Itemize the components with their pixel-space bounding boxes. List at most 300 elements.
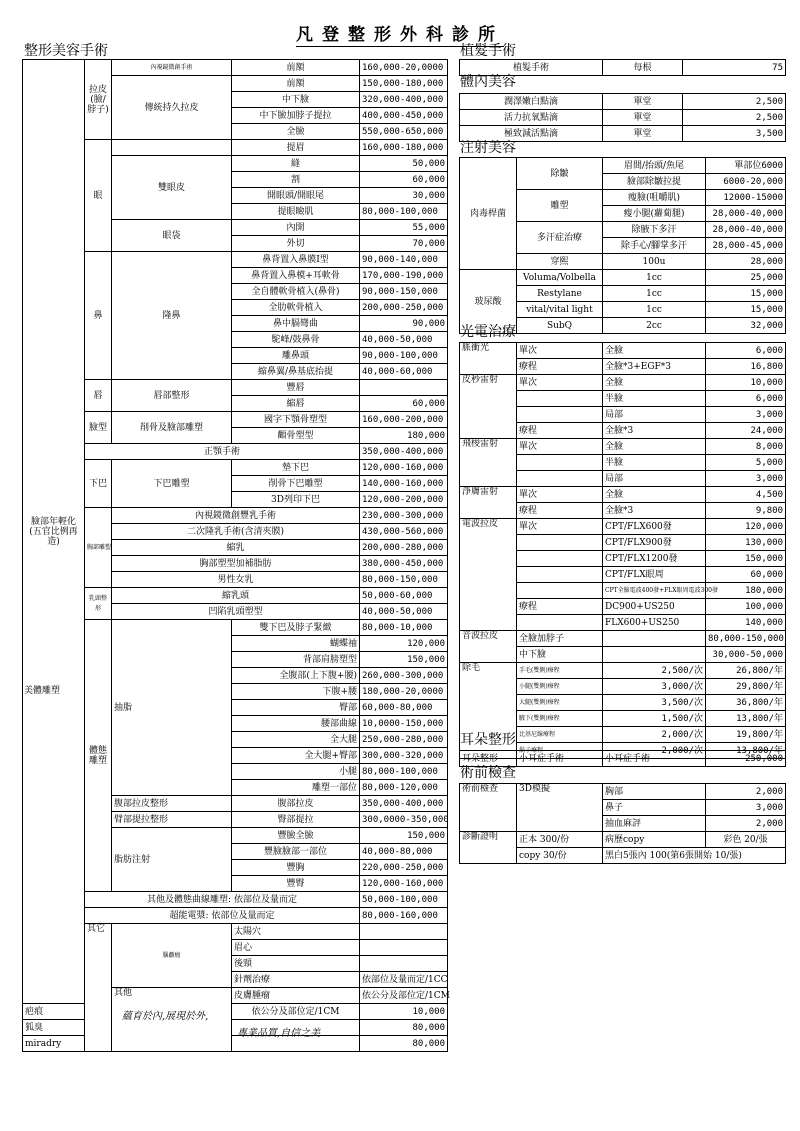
section-title-inbody: 體內美容 <box>460 74 516 90</box>
item-cell: 皮膚腫瘤 <box>232 988 360 1004</box>
price-cell: 80,000 <box>360 1020 448 1036</box>
slogan-line-2: 專業品質,自信之美 <box>237 1028 321 1039</box>
table-row <box>460 110 786 126</box>
table-row <box>460 784 786 800</box>
item-cell: 穿熙 <box>517 254 603 270</box>
price-cell: 60,000-80,000 <box>360 700 448 716</box>
price-cell: 140,000 <box>706 615 786 631</box>
section-title-laser: 光電治療 <box>460 324 516 340</box>
laser-area: CPT全臉電波400發+FLX眼周電波300發 <box>603 583 706 599</box>
laser-area: FLX600+US250 <box>603 615 706 631</box>
item-cell: 植髮手術 <box>460 60 603 76</box>
laser-type <box>517 567 603 583</box>
item-cell: 潤澤嫩白點滴 <box>460 94 603 110</box>
table-row <box>23 412 448 428</box>
laser-area: 全臉*3 <box>603 503 706 519</box>
price-cell: 80,000 <box>360 1036 448 1052</box>
table-row <box>23 460 448 476</box>
price-cell: 80,000-160,000 <box>360 908 448 924</box>
item-cell: 全自體軟骨植入(鼻骨) <box>232 284 360 300</box>
item-cell: 鼻背置入鼻膜I型 <box>232 252 360 268</box>
item-cell: 小耳症手術 <box>517 751 603 767</box>
item-cell: 眉心 <box>232 940 360 956</box>
group-other: 其它 <box>85 924 112 1052</box>
group-nipple: 乳頭整形 <box>85 588 112 620</box>
item-cell: 顴骨塑型 <box>232 428 360 444</box>
price-cell: 24,000 <box>706 423 786 439</box>
price-cell: 單部位6000 <box>706 158 786 174</box>
price-cell: 28,000-40,000 <box>706 206 786 222</box>
table-row <box>23 380 448 396</box>
price-cell: 90,000-140,000 <box>360 252 448 268</box>
table-row <box>23 444 448 460</box>
section-title-plastic-surgery: 整形美容手術 <box>24 43 108 59</box>
price-cell: 130,000 <box>706 535 786 551</box>
price-cell: 6000-20,000 <box>706 174 786 190</box>
laser-area: 半臉 <box>603 391 706 407</box>
item-cell: 胸部 <box>603 784 706 800</box>
laser-type: 單次 <box>517 439 603 455</box>
table-row <box>460 487 786 503</box>
item-cell: 全大腿 <box>232 732 360 748</box>
price-cell: 4,500 <box>706 487 786 503</box>
laser-type <box>517 471 603 487</box>
item-cell: 男性女乳 <box>112 572 360 588</box>
item-cell: vital/vital light <box>517 302 603 318</box>
item-cell: 臀部 <box>232 700 360 716</box>
cert-cell: 正本 300/份 <box>517 832 603 848</box>
price-cell: 10,000 <box>360 1004 448 1020</box>
table-row <box>460 126 786 142</box>
item-cell: 縫 <box>232 156 360 172</box>
price-cell: 250,000-280,000 <box>360 732 448 748</box>
subgroup-traditional-lift: 傳統持久拉皮 <box>112 76 232 140</box>
laser-area: DC900+US250 <box>603 599 706 615</box>
laser-type: 鬍子療程 <box>517 743 603 759</box>
price-cell: 2,500 <box>683 110 786 126</box>
laser-area: 2,500/次 <box>603 663 706 679</box>
group-lip: 唇 <box>85 380 112 412</box>
table-row <box>460 832 786 848</box>
item-cell: 割 <box>232 172 360 188</box>
price-cell: 180,000-20,0000 <box>360 684 448 700</box>
price-cell: 80,000-150,000 <box>360 572 448 588</box>
item-cell: Voluma/Volbella <box>517 270 603 286</box>
item-cell: 雙下巴及脖子緊緻 <box>232 620 360 636</box>
item-cell: 縮乳頭 <box>112 588 360 604</box>
note-cell <box>360 940 448 956</box>
price-cell: 70,000 <box>360 236 448 252</box>
laser-area: 3,000/次 <box>603 679 706 695</box>
group-hyaluronic: 玻尿酸 <box>460 270 517 334</box>
price-cell: 260,000-300,000 <box>360 668 448 684</box>
price-cell: 3,000 <box>706 407 786 423</box>
item-cell: 臀部提拉 <box>232 812 360 828</box>
laser-area: 全臉 <box>603 439 706 455</box>
laser-type <box>517 535 603 551</box>
price-cell: 300,000-320,000 <box>360 748 448 764</box>
item-cell: 前額 <box>232 76 360 92</box>
laser-type: 單次 <box>517 375 603 391</box>
price-cell: 350,000-400,000 <box>360 444 448 460</box>
group-botox: 肉毒桿菌 <box>460 158 517 270</box>
item-cell: 3D列印下巴 <box>232 492 360 508</box>
item-cell: 疤痕 <box>23 1004 85 1020</box>
laser-group: 除毛 <box>460 663 517 759</box>
item-cell: 其他及體態曲線雕塑: 依部位及量而定 <box>85 892 360 908</box>
group-eye: 眼 <box>85 140 112 252</box>
table-row <box>460 439 786 455</box>
laser-area: CPT/FLX600發 <box>603 519 706 535</box>
laser-area: CPT/FLX900發 <box>603 535 706 551</box>
price-cell: 19,800/年 <box>706 727 786 743</box>
laser-area: 1,500/次 <box>603 711 706 727</box>
laser-type <box>517 615 603 631</box>
item-cell: 瘦臉(咀嚼肌) <box>603 190 706 206</box>
group-certificate: 診斷證明 <box>460 832 517 864</box>
laser-area: 半臉 <box>603 455 706 471</box>
laser-area: CPT/FLX眼周 <box>603 567 706 583</box>
item-cell: 蝴蝶袖 <box>232 636 360 652</box>
table-row <box>23 252 448 268</box>
price-cell: 6,000 <box>706 343 786 359</box>
laser-type <box>517 551 603 567</box>
price-cell: 100,000 <box>706 599 786 615</box>
price-cell: 250,000 <box>706 751 786 767</box>
item-cell: 後頸 <box>232 956 360 972</box>
table-row <box>23 508 448 524</box>
item-cell: 凹陷乳頭塑型 <box>112 604 360 620</box>
ear-table <box>459 750 786 767</box>
price-cell: 350,000-400,000 <box>360 796 448 812</box>
subgroup-lip-shaping: 唇部整形 <box>112 380 232 412</box>
item-cell: 除腋下多汗 <box>603 222 706 238</box>
unit-cell: 單堂 <box>603 94 683 110</box>
laser-type: 療程 <box>517 359 603 375</box>
qty-cell: 1cc <box>603 302 706 318</box>
note-cell: 依部位及量而定/1CC <box>360 972 448 988</box>
item-cell: 瘦小腿(蘿蔔腿) <box>603 206 706 222</box>
exam-method: 3D模擬 <box>517 784 603 832</box>
laser-type: 單次 <box>517 487 603 503</box>
table-row <box>23 892 448 908</box>
price-cell: 180,000 <box>706 583 786 599</box>
group-face: 臉部年輕化(五官比例再造) <box>23 60 85 1004</box>
price-cell: 320,000-400,000 <box>360 92 448 108</box>
item-cell: 除手心/腳掌多汗 <box>603 238 706 254</box>
table-row <box>460 94 786 110</box>
price-cell: 3,000 <box>706 800 786 816</box>
section-title-injection: 注射美容 <box>460 140 516 156</box>
note-cell <box>360 956 448 972</box>
laser-area: 全臉*3+EGF*3 <box>603 359 706 375</box>
price-cell: 32,000 <box>706 318 786 334</box>
group-breast: 胸部雕塑 <box>85 508 112 588</box>
price-cell: 29,800/年 <box>706 679 786 695</box>
group-other2: 其他 <box>112 988 232 1052</box>
group-exam: 術前檢查 <box>460 784 517 832</box>
price-cell: 40,000-60,000 <box>360 364 448 380</box>
price-cell: 150,000 <box>360 828 448 844</box>
price-cell: 50,000-60,000 <box>360 588 448 604</box>
laser-type: 大腿(雙側)療程 <box>517 695 603 711</box>
item-cell: 國字下顎骨塑型 <box>232 412 360 428</box>
laser-group: 電波拉皮 <box>460 519 517 631</box>
price-cell: 160,000-200,000 <box>360 412 448 428</box>
price-cell: 80,000-150,000 <box>706 631 786 647</box>
item-cell: 開眼頭/開眼尾 <box>232 188 360 204</box>
laser-group: 脈衝光 <box>460 343 517 375</box>
item-cell: 鼻中膈彎曲 <box>232 316 360 332</box>
price-cell: 80,000-100,000 <box>360 764 448 780</box>
cert-cell: 病歷copy <box>603 832 706 848</box>
item-cell: Restylane <box>517 286 603 302</box>
qty-cell: 1cc <box>603 286 706 302</box>
item-cell: miradry <box>23 1036 85 1052</box>
price-cell: 220,000-250,000 <box>360 860 448 876</box>
price-cell: 150,000-180,000 <box>360 76 448 92</box>
price-cell: 120,000 <box>706 519 786 535</box>
price-cell: 50,000-100,000 <box>360 892 448 908</box>
exam-table <box>459 783 786 864</box>
laser-type <box>517 583 603 599</box>
left-price-table <box>22 59 448 1052</box>
item-cell: 豐臀 <box>232 876 360 892</box>
subgroup-chin-sculpt: 下巴雕塑 <box>112 460 232 508</box>
laser-table <box>459 342 786 759</box>
price-cell: 60,000 <box>706 567 786 583</box>
price-cell: 200,000-280,000 <box>360 540 448 556</box>
unit-cell: 單堂 <box>603 126 683 142</box>
laser-area: 全臉 <box>603 343 706 359</box>
price-cell: 140,000-160,000 <box>360 476 448 492</box>
group-contour: 體態雕塑 <box>85 620 112 892</box>
price-cell: 9,800 <box>706 503 786 519</box>
section-title-hair: 植髮手術 <box>460 43 516 59</box>
price-cell: 120,000 <box>360 636 448 652</box>
price-cell: 80,000-10,000 <box>360 620 448 636</box>
item-cell: 腰部曲線 <box>232 716 360 732</box>
group-face-shape: 臉型 <box>85 412 112 444</box>
table-row <box>460 343 786 359</box>
price-cell: 2,500 <box>683 94 786 110</box>
table-row <box>23 620 448 636</box>
laser-type: 手毛(雙側)療程 <box>517 663 603 679</box>
price-cell: 55,000 <box>360 220 448 236</box>
price-cell: 10,0000-150,000 <box>360 716 448 732</box>
price-cell: 6,000 <box>706 391 786 407</box>
subgroup-arm-lift: 臂部提拉整形 <box>112 812 232 828</box>
laser-area: 局部 <box>603 471 706 487</box>
price-cell: 90,000-100,000 <box>360 348 448 364</box>
item-cell: 中下臉加脖子提拉 <box>232 108 360 124</box>
subgroup-double-eyelid: 雙眼皮 <box>112 156 232 220</box>
subgroup-contour: 雕塑 <box>517 190 603 222</box>
price-cell: 8,000 <box>706 439 786 455</box>
laser-type: 單次 <box>517 343 603 359</box>
laser-area <box>603 631 706 647</box>
item-cell: 駝峰/鼓鼻骨 <box>232 332 360 348</box>
price-cell: 400,000-450,000 <box>360 108 448 124</box>
note-cell: 依公分及部位定/1CM <box>232 1004 360 1020</box>
item-cell: 墊下巴 <box>232 460 360 476</box>
laser-type <box>517 407 603 423</box>
price-cell: 5,000 <box>706 455 786 471</box>
item-cell: 全臉 <box>232 124 360 140</box>
price-cell: 15,000 <box>706 302 786 318</box>
table-row <box>23 140 448 156</box>
slogan-line-1: 蘊育於內,展現於外, <box>122 1011 209 1022</box>
item-cell: 全肋軟骨植入 <box>232 300 360 316</box>
group-ear: 耳朵整形 <box>460 751 517 767</box>
item-cell: 太陽穴 <box>232 924 360 940</box>
item-cell: 內開 <box>232 220 360 236</box>
price-cell: 300,0000-350,000 <box>360 812 448 828</box>
price-cell: 80,000-120,000 <box>360 780 448 796</box>
price-cell: 160,000-180,000 <box>360 140 448 156</box>
price-cell: 160,000-20,0000 <box>360 60 448 76</box>
laser-group: 皮秒雷射 <box>460 375 517 439</box>
laser-area: 局部 <box>603 407 706 423</box>
price-cell: 380,000-450,000 <box>360 556 448 572</box>
laser-type <box>517 391 603 407</box>
item-cell: 中下臉 <box>232 92 360 108</box>
price-cell: 2,000 <box>706 816 786 832</box>
price-cell: 16,800 <box>706 359 786 375</box>
table-row <box>23 924 448 940</box>
group-nose: 鼻 <box>85 252 112 380</box>
qty-cell: 2cc <box>603 318 706 334</box>
table-row <box>23 908 448 924</box>
item-cell: 提眼瞼肌 <box>232 204 360 220</box>
price-cell: 28,000 <box>706 254 786 270</box>
item-cell: 豐唇 <box>232 380 360 396</box>
injection-table <box>459 157 786 334</box>
laser-type: 單次 <box>517 519 603 535</box>
item-cell: 全腹部(上下腹+腰) <box>232 668 360 684</box>
laser-type: 全臉加脖子 <box>517 631 603 647</box>
item-cell: 極致減活點滴 <box>460 126 603 142</box>
cert-cell: 彩色 20/張 <box>706 832 786 848</box>
subgroup-endo-lift: 內視鏡微創手術 <box>112 60 232 76</box>
price-cell: 60,000 <box>360 172 448 188</box>
item-cell: 豐臉臉部一部位 <box>232 844 360 860</box>
price-cell: 90,000-150,000 <box>360 284 448 300</box>
item-cell: 豐臉全臉 <box>232 828 360 844</box>
price-cell: 25,000 <box>706 270 786 286</box>
laser-type: 療程 <box>517 423 603 439</box>
price-cell: 13,800/年 <box>706 743 786 759</box>
item-cell: 雕塑一部位 <box>232 780 360 796</box>
page-title: 凡登整形外科診所 <box>296 25 504 45</box>
item-cell: 縮鼻翼/鼻基底抬提 <box>232 364 360 380</box>
price-cell: 200,000-250,000 <box>360 300 448 316</box>
price-cell: 170,000-190,000 <box>360 268 448 284</box>
item-cell: 正顎手術 <box>85 444 360 460</box>
item-cell: 豐胸 <box>232 860 360 876</box>
price-cell: 40,000-50,000 <box>360 332 448 348</box>
table-row <box>460 158 786 174</box>
cert-cell: copy 30/份 <box>517 848 603 864</box>
item-cell: 胸部塑型加補脂肪 <box>112 556 360 572</box>
qty-cell: 100u <box>603 254 706 270</box>
item-cell: 提眉 <box>232 140 360 156</box>
table-row <box>460 375 786 391</box>
subgroup-rhinoplasty: 隆鼻 <box>112 252 232 380</box>
price-cell: 60,000 <box>360 396 448 412</box>
price-cell: 10,000 <box>706 375 786 391</box>
group-body: 美體雕塑 <box>24 686 61 696</box>
price-cell: 28,000-40,000 <box>706 222 786 238</box>
table-row <box>23 588 448 604</box>
price-cell: 26,800/年 <box>706 663 786 679</box>
inbody-table <box>459 93 786 142</box>
item-cell: 削骨下巴雕塑 <box>232 476 360 492</box>
item-cell: 小腿 <box>232 764 360 780</box>
laser-group: 飛梭雷射 <box>460 439 517 487</box>
section-title-exam: 術前檢查 <box>460 765 516 781</box>
item-cell: 臉部除皺拉提 <box>603 174 706 190</box>
laser-area: 全臉*3 <box>603 423 706 439</box>
section-title-ear: 耳朵整形 <box>460 732 516 748</box>
item-cell: SubQ <box>517 318 603 334</box>
price-cell: 120,000-160,000 <box>360 876 448 892</box>
price-cell: 40,000-80,000 <box>360 844 448 860</box>
price-cell: 150,000 <box>706 551 786 567</box>
item-cell: 下腹+腰 <box>232 684 360 700</box>
table-row <box>23 60 448 76</box>
price-cell: 3,500 <box>683 126 786 142</box>
price-cell <box>360 380 448 396</box>
price-cell: 3,000 <box>706 471 786 487</box>
table-row <box>460 270 786 286</box>
subgroup-bone-reduction: 削骨及臉部雕塑 <box>112 412 232 444</box>
hair-table <box>459 59 786 76</box>
price-cell: 80,000-100,000 <box>360 204 448 220</box>
group-hyperhidrosis: 腦顱瘤 <box>112 924 232 988</box>
laser-area: 2,000/次 <box>603 743 706 759</box>
table-row <box>460 663 786 679</box>
laser-type <box>517 455 603 471</box>
laser-type: 中下臉 <box>517 647 603 663</box>
laser-area: 全臉 <box>603 375 706 391</box>
item-cell: 縮唇 <box>232 396 360 412</box>
item-cell: 狐臭 <box>23 1020 85 1036</box>
item-cell: 二次隆乳手術(含清夾膜) <box>112 524 360 540</box>
item-cell: 外切 <box>232 236 360 252</box>
price-cell: 30,000 <box>360 188 448 204</box>
table-row <box>460 751 786 767</box>
table-row <box>460 60 786 76</box>
unit-cell: 單堂 <box>603 110 683 126</box>
item-cell: 眉間/抬頭/魚尾 <box>603 158 706 174</box>
note-cell: 依公分及部位定/1CM <box>360 988 448 1004</box>
laser-area: 2,000/次 <box>603 727 706 743</box>
qty-cell: 1cc <box>603 270 706 286</box>
laser-type: 療程 <box>517 503 603 519</box>
price-cell: 12000-15000 <box>706 190 786 206</box>
laser-type: 療程 <box>517 599 603 615</box>
price-cell: 2,000 <box>706 784 786 800</box>
laser-group: 淨膚雷射 <box>460 487 517 519</box>
price-cell: 28,000-45,000 <box>706 238 786 254</box>
table-row <box>460 519 786 535</box>
price-cell: 180,000 <box>360 428 448 444</box>
price-cell: 430,000-560,000 <box>360 524 448 540</box>
subgroup-liposuction: 抽脂 <box>112 620 232 796</box>
item-cell: 抽血麻評 <box>603 816 706 832</box>
group-chin: 下巴 <box>85 460 112 508</box>
